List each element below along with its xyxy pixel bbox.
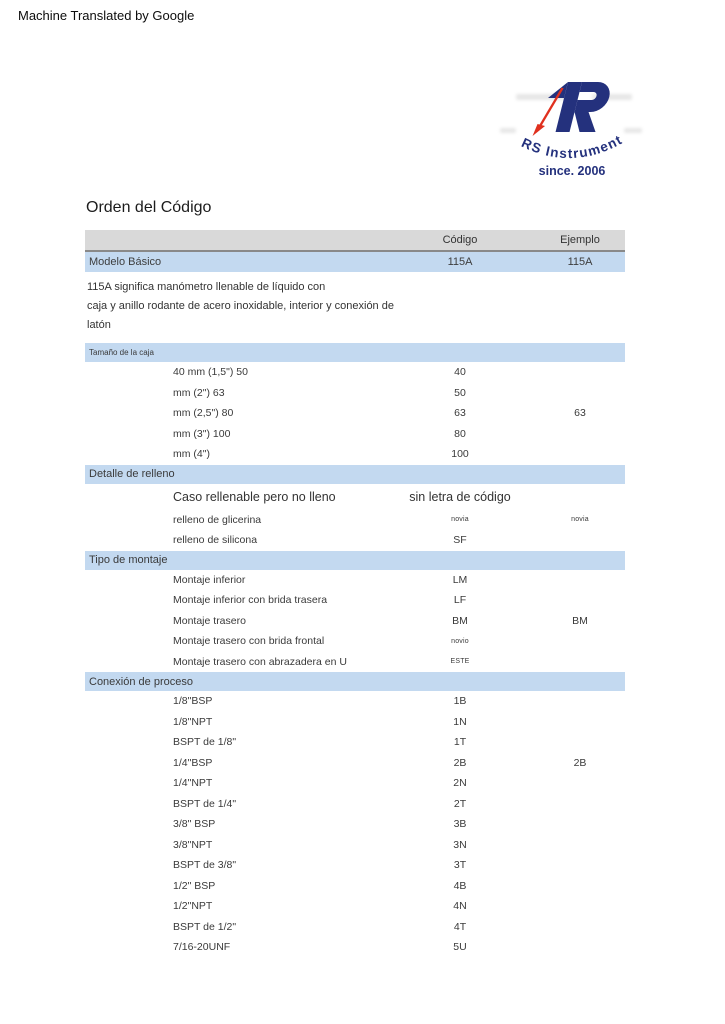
table-row bbox=[85, 590, 625, 611]
code-value: novia bbox=[451, 516, 469, 524]
table-row bbox=[85, 794, 625, 815]
row-label: relleno de glicerina bbox=[173, 513, 262, 526]
section-header bbox=[85, 343, 625, 362]
code-value: 2B bbox=[453, 756, 467, 769]
example-value: 115A bbox=[567, 256, 593, 268]
table-row bbox=[85, 937, 625, 958]
table-row bbox=[85, 631, 625, 652]
row-label: BSPT de 1/4" bbox=[173, 797, 237, 810]
row-label: mm (2") 63 bbox=[173, 386, 225, 399]
code-value: ESTE bbox=[450, 658, 470, 666]
table-row bbox=[85, 917, 625, 938]
table-row bbox=[85, 403, 625, 424]
code-value: sin letra de código bbox=[409, 489, 511, 504]
code-value: BM bbox=[452, 614, 468, 627]
row-label: 7/16-20UNF bbox=[173, 941, 231, 954]
model-description bbox=[87, 278, 625, 335]
table-row bbox=[85, 484, 625, 510]
row-label: 40 mm (1,5") 50 bbox=[173, 366, 248, 379]
description-line: latón bbox=[87, 319, 111, 331]
table-row bbox=[85, 611, 625, 632]
row-label: 1/2" BSP bbox=[173, 879, 216, 892]
header-ejemplo: Ejemplo bbox=[560, 234, 600, 246]
code-value: 4T bbox=[453, 920, 467, 933]
table-row bbox=[85, 732, 625, 753]
section-header bbox=[85, 465, 625, 484]
description-line: caja y anillo rodante de acero inoxidable, interior y conexión de bbox=[87, 300, 394, 312]
table-row bbox=[85, 691, 625, 712]
row-label: Modelo Básico bbox=[89, 256, 162, 268]
row-label: mm (3") 100 bbox=[173, 427, 231, 440]
page-title: Orden del Código bbox=[86, 199, 212, 216]
rs-logo-icon bbox=[498, 74, 646, 184]
table-row bbox=[85, 510, 625, 531]
example-value: novia bbox=[571, 516, 589, 524]
code-value: 50 bbox=[454, 386, 466, 399]
section-title: Conexión de proceso bbox=[89, 675, 193, 688]
table-row bbox=[85, 652, 625, 673]
table-sections bbox=[85, 343, 625, 958]
code-value: 4N bbox=[453, 900, 467, 913]
table-row bbox=[85, 773, 625, 794]
section-title: Tipo de montaje bbox=[89, 554, 168, 566]
translation-note: Machine Translated by Google bbox=[18, 8, 195, 23]
row-label: Montaje trasero con abrazadera en U bbox=[173, 655, 347, 668]
row-label: mm (2,5") 80 bbox=[173, 407, 234, 420]
example-value: BM bbox=[572, 614, 588, 627]
code-value: novio bbox=[451, 637, 469, 645]
row-label: BSPT de 1/2" bbox=[173, 920, 237, 933]
row-label: Montaje trasero bbox=[173, 614, 246, 627]
logo-since-text: since. 2006 bbox=[538, 164, 606, 178]
table-row bbox=[85, 530, 625, 551]
code-value: 63 bbox=[454, 407, 466, 420]
row-label: Montaje inferior con brida trasera bbox=[173, 594, 328, 607]
row-label: 3/8"NPT bbox=[173, 838, 213, 851]
table-row bbox=[85, 855, 625, 876]
row-label: relleno de silicona bbox=[173, 534, 258, 547]
row-label: Montaje trasero con brida frontal bbox=[173, 635, 325, 648]
section-header bbox=[85, 551, 625, 570]
example-value: 63 bbox=[574, 407, 586, 420]
code-value: 3N bbox=[453, 838, 467, 851]
table-row bbox=[85, 570, 625, 591]
row-label: 3/8" BSP bbox=[173, 818, 216, 831]
table-row bbox=[85, 814, 625, 835]
svg-text:RS Instrument bbox=[519, 132, 625, 161]
code-value: 2T bbox=[453, 797, 467, 810]
code-value: 3T bbox=[453, 859, 467, 872]
code-value: LM bbox=[452, 573, 468, 586]
row-label: mm (4") bbox=[173, 448, 210, 461]
row-label: 1/8"NPT bbox=[173, 715, 213, 728]
code-value: 1T bbox=[453, 736, 467, 749]
description-line: 115A significa manómetro llenable de líquido con bbox=[87, 281, 326, 293]
code-value: LF bbox=[453, 594, 467, 607]
code-value: 1N bbox=[453, 715, 467, 728]
code-value: 3B bbox=[453, 818, 467, 831]
row-label: BSPT de 1/8" bbox=[173, 736, 237, 749]
model-row bbox=[85, 252, 625, 272]
example-value: 2B bbox=[573, 756, 587, 769]
code-value: 115A bbox=[447, 256, 473, 268]
code-value: 1B bbox=[453, 695, 467, 708]
table-row bbox=[85, 444, 625, 465]
code-value: 5U bbox=[453, 941, 467, 954]
code-order-table bbox=[85, 199, 625, 958]
code-value: SF bbox=[453, 534, 467, 547]
table-row bbox=[85, 896, 625, 917]
row-label: 1/4"NPT bbox=[173, 777, 213, 790]
header-codigo: Código bbox=[442, 234, 478, 246]
table-row bbox=[85, 876, 625, 897]
table-row bbox=[85, 712, 625, 733]
table-row bbox=[85, 835, 625, 856]
rs-instrument-logo bbox=[498, 74, 646, 184]
section-title: Tamaño de la caja bbox=[89, 348, 154, 357]
table-header-row bbox=[85, 230, 625, 252]
code-value: 80 bbox=[454, 427, 466, 440]
table-row bbox=[85, 424, 625, 445]
code-value: 40 bbox=[454, 366, 466, 379]
table-row bbox=[85, 753, 625, 774]
row-label: BSPT de 3/8" bbox=[173, 859, 237, 872]
row-label: 1/8"BSP bbox=[173, 695, 213, 708]
logo-brand-text: RS Instrument bbox=[519, 131, 626, 162]
row-label: 1/4"BSP bbox=[173, 756, 213, 769]
code-value: 100 bbox=[451, 448, 469, 461]
section-header bbox=[85, 672, 625, 691]
code-value: 2N bbox=[453, 777, 467, 790]
code-value: 4B bbox=[453, 879, 467, 892]
section-title: Detalle de relleno bbox=[89, 468, 175, 480]
row-label: Caso rellenable pero no lleno bbox=[173, 489, 336, 504]
row-label: 1/2"NPT bbox=[173, 900, 213, 913]
table-row bbox=[85, 383, 625, 404]
table-row bbox=[85, 362, 625, 383]
row-label: Montaje inferior bbox=[173, 573, 246, 586]
